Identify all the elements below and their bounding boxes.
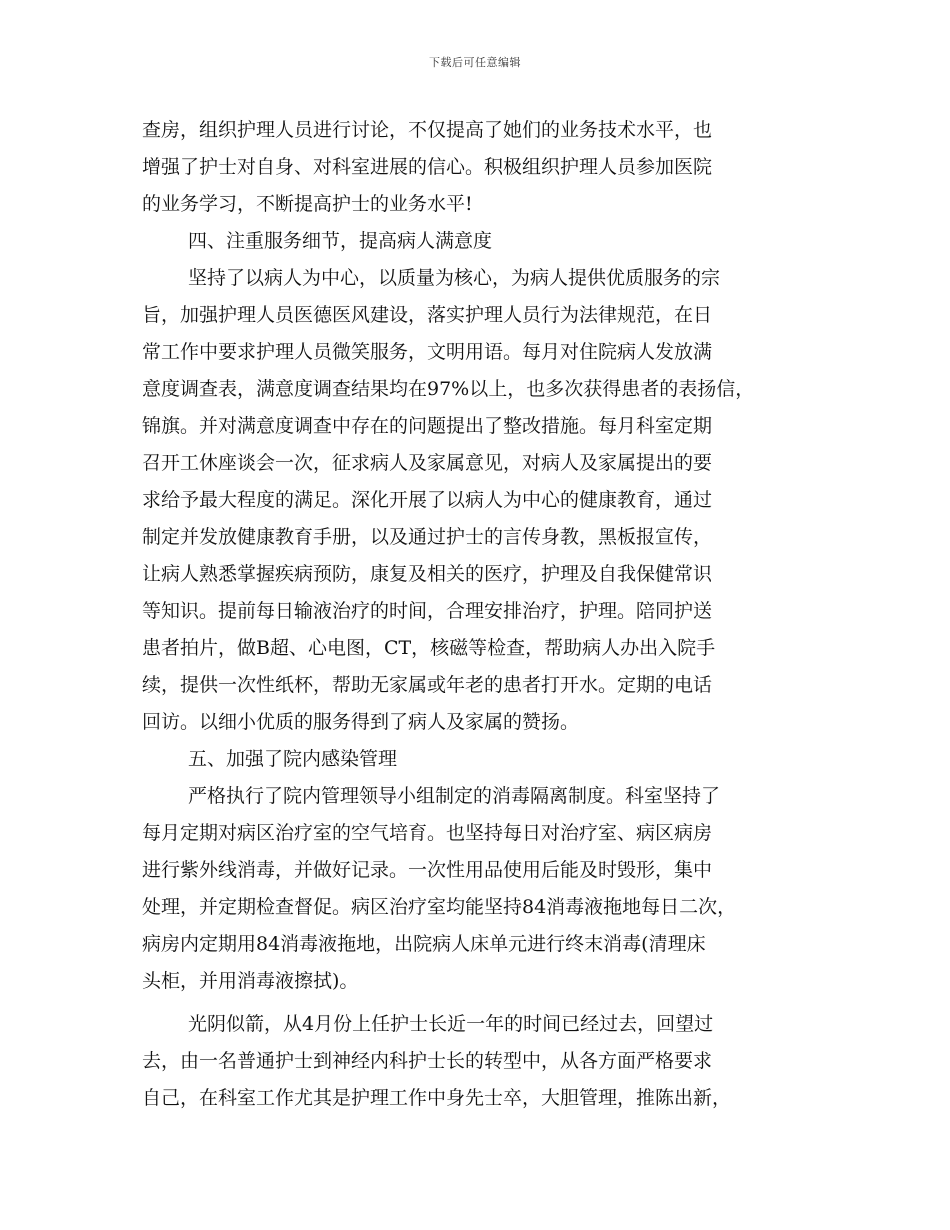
text-line: 自己，在科室工作尤其是护理工作中身先士卒，大胆管理，推陈出新， [142,1087,732,1109]
text-line: 光阴似箭，从4月份上任护士长近一年的时间已经过去，回望过 [188,1013,714,1035]
text-line: 处理，并定期检查督促。病区治疗室均能坚持84消毒液拖地每日二次， [142,896,737,918]
text-line: 查房，组织护理人员进行讨论，不仅提高了她们的业务技术水平，也 [142,119,713,141]
text-line: 去，由一名普通护士到神经内科护士长的转型中，从各方面严格要求 [142,1050,713,1072]
text-line: 患者拍片，做B超、心电图，CT，核磁等检查，帮助病人办出入院手 [142,637,716,659]
text-line: 旨，加强护理人员医德医风建设，落实护理人员行为法律规范，在日 [142,304,713,326]
text-line: 等知识。提前每日输液治疗的时间，合理安排治疗，护理。陪同护送 [142,600,713,622]
text-line: 增强了护士对自身、对科室进展的信心。积极组织护理人员参加医院 [142,156,713,178]
text-line: 病房内定期用84消毒液拖地，出院病人床单元进行终末消毒(清理床 [142,933,706,955]
text-line: 让病人熟悉掌握疾病预防，康复及相关的医疗，护理及自我保健常识 [142,563,713,585]
document-body [142,112,832,1117]
text-line: 严格执行了院内管理领导小组制定的消毒隔离制度。科室坚持了 [188,785,721,807]
text-line: 五、加强了院内感染管理 [188,748,398,770]
text-line: 求给予最大程度的满足。深化开展了以病人为中心的健康教育，通过 [142,489,713,511]
text-line: 四、注重服务细节，提高病人满意度 [188,230,493,252]
text-line: 锦旗。并对满意度调查中存在的问题提出了整改措施。每月科室定期 [142,415,713,437]
text-line: 召开工休座谈会一次，征求病人及家属意见，对病人及家属提出的要 [142,452,713,474]
text-line: 回访。以细小优质的服务得到了病人及家属的赞扬。 [142,711,580,733]
text-line: 每月定期对病区治疗室的空气培育。也坚持每日对治疗室、病区病房 [142,822,713,844]
text-line: 的业务学习，不断提高护士的业务水平! [142,193,473,215]
text-line: 坚持了以病人为中心，以质量为核心，为病人提供优质服务的宗 [188,267,721,289]
text-line: 制定并发放健康教育手册，以及通过护士的言传身教，黑板报宣传， [142,526,713,548]
page-header: 下载后可任意编辑 [429,56,521,69]
text-line: 意度调查表，满意度调查结果均在97%以上，也多次获得患者的表扬信， [142,378,755,400]
text-line: 头柜，并用消毒液擦拭)。 [142,970,359,992]
text-line: 进行紫外线消毒，并做好记录。一次性用品使用后能及时毁形，集中 [142,859,713,881]
text-line: 常工作中要求护理人员微笑服务，文明用语。每月对住院病人发放满 [142,341,713,363]
text-line: 续，提供一次性纸杯，帮助无家属或年老的患者打开水。定期的电话 [142,674,713,696]
